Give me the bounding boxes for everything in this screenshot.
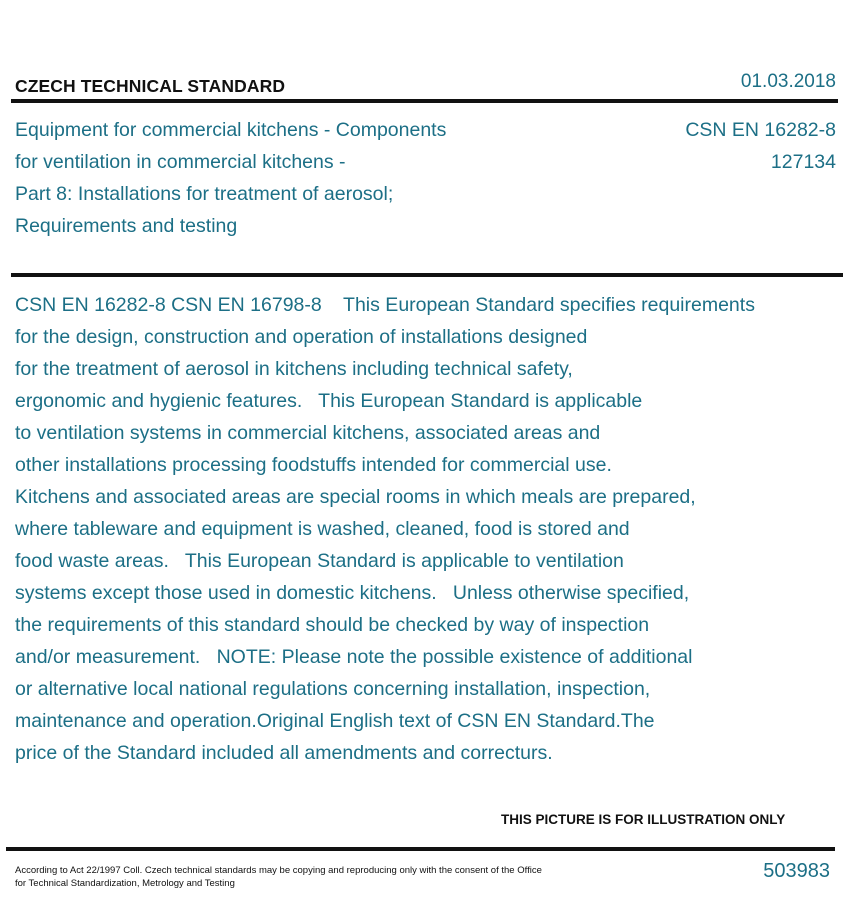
legal-notice-line: for Technical Standardization, Metrology and Testing <box>15 878 235 889</box>
description-line: maintenance and operation.Original English text of CSN EN Standard.The <box>15 710 655 732</box>
description-line: ergonomic and hygienic features. This European Standard is applicable <box>15 390 643 412</box>
publication-date: 01.03.2018 <box>740 71 836 92</box>
description-line: price of the Standard included all amendments and correcturs. <box>15 742 553 764</box>
standard-code: CSN EN 16282-8 <box>685 119 836 141</box>
description-line: systems except those used in domestic kitchens. Unless otherwise specified, <box>15 582 690 604</box>
standard-identifiers <box>685 114 836 178</box>
description-line: the requirements of this standard should be checked by way of inspection <box>15 614 650 636</box>
standard-description <box>15 289 855 769</box>
description-line: and/or measurement. NOTE: Please note the possible existence of additional <box>15 646 693 668</box>
standard-title-line: Equipment for commercial kitchens - Components <box>15 119 447 141</box>
legal-notice <box>15 864 595 890</box>
standard-title-line: Requirements and testing <box>15 215 238 237</box>
description-line: or alternative local national regulations concerning installation, inspection, <box>15 678 651 700</box>
illustration-disclaimer: THIS PICTURE IS FOR ILLUSTRATION ONLY <box>501 812 786 827</box>
description-line: Kitchens and associated areas are special rooms in which meals are prepared, <box>15 486 696 508</box>
description-line: food waste areas. This European Standard is applicable to ventilation <box>15 550 624 572</box>
description-line: for the design, construction and operation of installations designed <box>15 326 588 348</box>
description-line: to ventilation systems in commercial kitchens, associated areas and <box>15 422 601 444</box>
title-divider <box>11 273 843 277</box>
description-line: for the treatment of aerosol in kitchens including technical safety, <box>15 358 573 380</box>
document-id: 503983 <box>763 860 830 882</box>
description-line: CSN EN 16282-8 CSN EN 16798-8 This European Standard specifies requirements <box>15 294 755 316</box>
description-line: other installations processing foodstuffs intended for commercial use. <box>15 454 612 476</box>
standard-title-line: for ventilation in commercial kitchens - <box>15 151 346 173</box>
legal-notice-line: According to Act 22/1997 Coll. Czech technical standards may be copying and reproducing only with the consent of the Office <box>15 865 542 876</box>
footer-divider <box>6 847 835 851</box>
description-line: where tableware and equipment is washed, cleaned, food is stored and <box>15 518 630 540</box>
header-divider <box>11 99 838 103</box>
catalog-number: 127134 <box>770 151 836 173</box>
document-type-heading: CZECH TECHNICAL STANDARD <box>15 76 286 96</box>
standard-title-line: Part 8: Installations for treatment of aerosol; <box>15 183 394 205</box>
standard-title <box>15 114 535 242</box>
